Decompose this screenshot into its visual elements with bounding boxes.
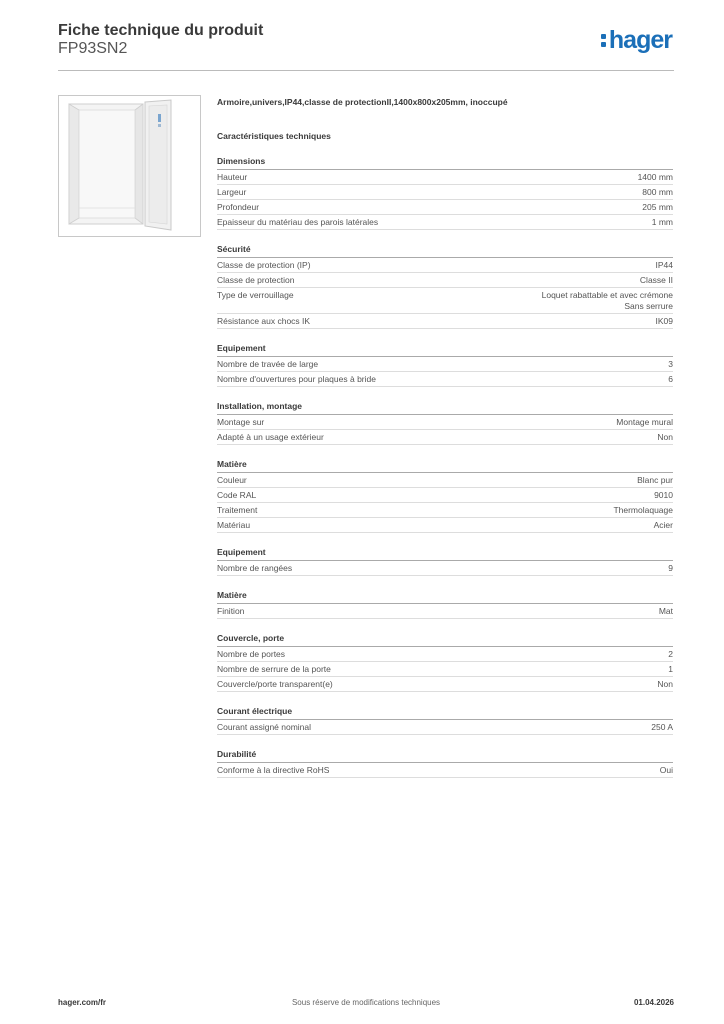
spec-row	[217, 314, 673, 329]
product-details	[217, 96, 673, 778]
section-title: Equipement	[217, 342, 673, 357]
spec-row	[217, 273, 673, 288]
spec-section	[217, 705, 673, 735]
spec-label: Conforme à la directive RoHS	[217, 765, 330, 775]
spec-value-text: Thermolaquage	[613, 505, 673, 515]
spec-label: Classe de protection (IP)	[217, 260, 311, 270]
section-title: Sécurité	[217, 243, 673, 258]
spec-value-text: 800 mm	[642, 187, 673, 197]
spec-value	[285, 649, 673, 660]
hager-logo	[601, 28, 672, 53]
spec-label: Matériau	[217, 520, 251, 530]
page-header	[58, 20, 674, 71]
spec-value	[311, 722, 673, 733]
footer-website: hager.com/fr	[58, 998, 107, 1007]
spec-value-text: Montage mural	[616, 417, 673, 427]
spec-section	[217, 589, 673, 619]
spec-value	[376, 374, 673, 385]
spec-label: Finition	[217, 606, 245, 616]
spec-label: Nombre de travée de large	[217, 359, 319, 369]
spec-row	[217, 357, 673, 372]
spec-section	[217, 243, 673, 329]
spec-value-text: Oui	[659, 765, 673, 775]
spec-value	[247, 172, 673, 183]
spec-section	[217, 458, 673, 533]
product-reference: FP93SN2	[58, 40, 128, 57]
spec-section	[217, 748, 673, 778]
spec-value	[318, 359, 673, 370]
spec-row	[217, 561, 673, 576]
section-title: Installation, montage	[217, 400, 673, 415]
spec-row	[217, 200, 673, 215]
spec-value-text: Mat	[658, 606, 673, 616]
spec-value	[295, 275, 674, 286]
spec-value-text: Blanc pur	[637, 475, 673, 485]
spec-label: Largeur	[217, 187, 247, 197]
spec-row	[217, 288, 673, 314]
spec-value-text: 205 mm	[642, 202, 673, 212]
section-title: Courant électrique	[217, 705, 673, 720]
spec-value-text: Classe II	[639, 275, 673, 285]
spec-label: Epaisseur du matériau des parois latérales	[217, 217, 379, 227]
spec-value	[294, 290, 673, 312]
spec-row	[217, 473, 673, 488]
spec-row	[217, 488, 673, 503]
spec-value	[311, 260, 673, 271]
tech-characteristics-heading: Caractéristiques techniques	[217, 131, 331, 141]
spec-value	[264, 417, 673, 428]
spec-value-text: Non	[657, 432, 673, 442]
spec-label: Résistance aux chocs IK	[217, 316, 311, 326]
cabinet-illustration	[59, 96, 200, 236]
spec-value	[259, 202, 673, 213]
spec-row	[217, 647, 673, 662]
spec-value	[247, 475, 673, 486]
footer-note: Sous réserve de modifications techniques	[291, 998, 441, 1007]
spec-label: Couleur	[217, 475, 247, 485]
product-image	[58, 95, 201, 237]
footer-date: 01.04.2026	[633, 998, 674, 1007]
spec-value	[378, 217, 673, 228]
spec-label: Nombre de rangées	[217, 563, 293, 573]
spec-label: Traitement	[217, 505, 258, 515]
page-title: Fiche technique du produit	[58, 22, 264, 39]
spec-label: Nombre de serrure de la porte	[217, 664, 331, 674]
spec-label: Courant assigné nominal	[217, 722, 312, 732]
logo-text: hager	[608, 26, 672, 54]
spec-value-text-secondary: Sans serrure	[624, 301, 673, 311]
section-title: Dimensions	[217, 155, 673, 170]
spec-row	[217, 372, 673, 387]
spec-value	[244, 606, 673, 617]
spec-value-text: Loquet rabattable et avec crémone	[541, 290, 673, 300]
spec-value-text: 1400 mm	[637, 172, 673, 182]
spec-value-text: IP44	[655, 260, 673, 270]
spec-section	[217, 546, 673, 576]
spec-value-text: 3	[668, 359, 673, 369]
section-title: Equipement	[217, 546, 673, 561]
spec-row	[217, 662, 673, 677]
spec-row	[217, 415, 673, 430]
spec-row	[217, 720, 673, 735]
spec-label: Nombre de portes	[217, 649, 286, 659]
section-title: Matière	[217, 458, 673, 473]
section-title: Matière	[217, 589, 673, 604]
spec-row	[217, 215, 673, 230]
spec-value-text: 1 mm	[651, 217, 673, 227]
product-description: Armoire,univers,IP44,classe de protectionII,1400x800x205mm, inoccupé	[217, 97, 508, 107]
spec-section	[217, 155, 673, 230]
spec-value	[292, 563, 673, 574]
spec-label: Adapté à un usage extérieur	[217, 432, 324, 442]
spec-value	[331, 664, 673, 675]
spec-sections	[217, 155, 673, 778]
spec-value	[257, 505, 673, 516]
spec-value-text: 2	[668, 649, 673, 659]
spec-value	[310, 316, 673, 327]
spec-value-text: 250 A	[651, 722, 673, 732]
spec-row	[217, 677, 673, 692]
logo-dots-icon	[601, 30, 607, 48]
spec-row	[217, 503, 673, 518]
spec-value-text: Acier	[653, 520, 673, 530]
spec-value-text: 1	[668, 664, 673, 674]
spec-value	[324, 432, 673, 443]
spec-value	[246, 187, 673, 198]
spec-value	[333, 679, 673, 690]
spec-label: Type de verrouillage	[217, 290, 294, 300]
spec-row	[217, 763, 673, 778]
spec-section	[217, 342, 673, 387]
spec-value-text: 9010	[654, 490, 673, 500]
spec-row	[217, 518, 673, 533]
spec-label: Hauteur	[217, 172, 248, 182]
spec-label: Classe de protection	[217, 275, 295, 285]
spec-row	[217, 258, 673, 273]
spec-row	[217, 604, 673, 619]
spec-section	[217, 400, 673, 445]
spec-value	[250, 520, 673, 531]
spec-label: Montage sur	[217, 417, 265, 427]
spec-value	[329, 765, 673, 776]
spec-value-text: 6	[668, 374, 673, 384]
spec-value	[256, 490, 673, 501]
spec-value-text: Non	[657, 679, 673, 689]
section-title: Durabilité	[217, 748, 673, 763]
section-title: Couvercle, porte	[217, 632, 673, 647]
spec-row	[217, 185, 673, 200]
spec-row	[217, 170, 673, 185]
spec-label: Profondeur	[217, 202, 260, 212]
spec-label: Nombre d'ouvertures pour plaques à bride	[217, 374, 376, 384]
spec-row	[217, 430, 673, 445]
spec-section	[217, 632, 673, 692]
spec-value-text: IK09	[655, 316, 673, 326]
spec-value-text: 9	[668, 563, 673, 573]
spec-label: Couvercle/porte transparent(e)	[217, 679, 333, 689]
spec-label: Code RAL	[217, 490, 257, 500]
